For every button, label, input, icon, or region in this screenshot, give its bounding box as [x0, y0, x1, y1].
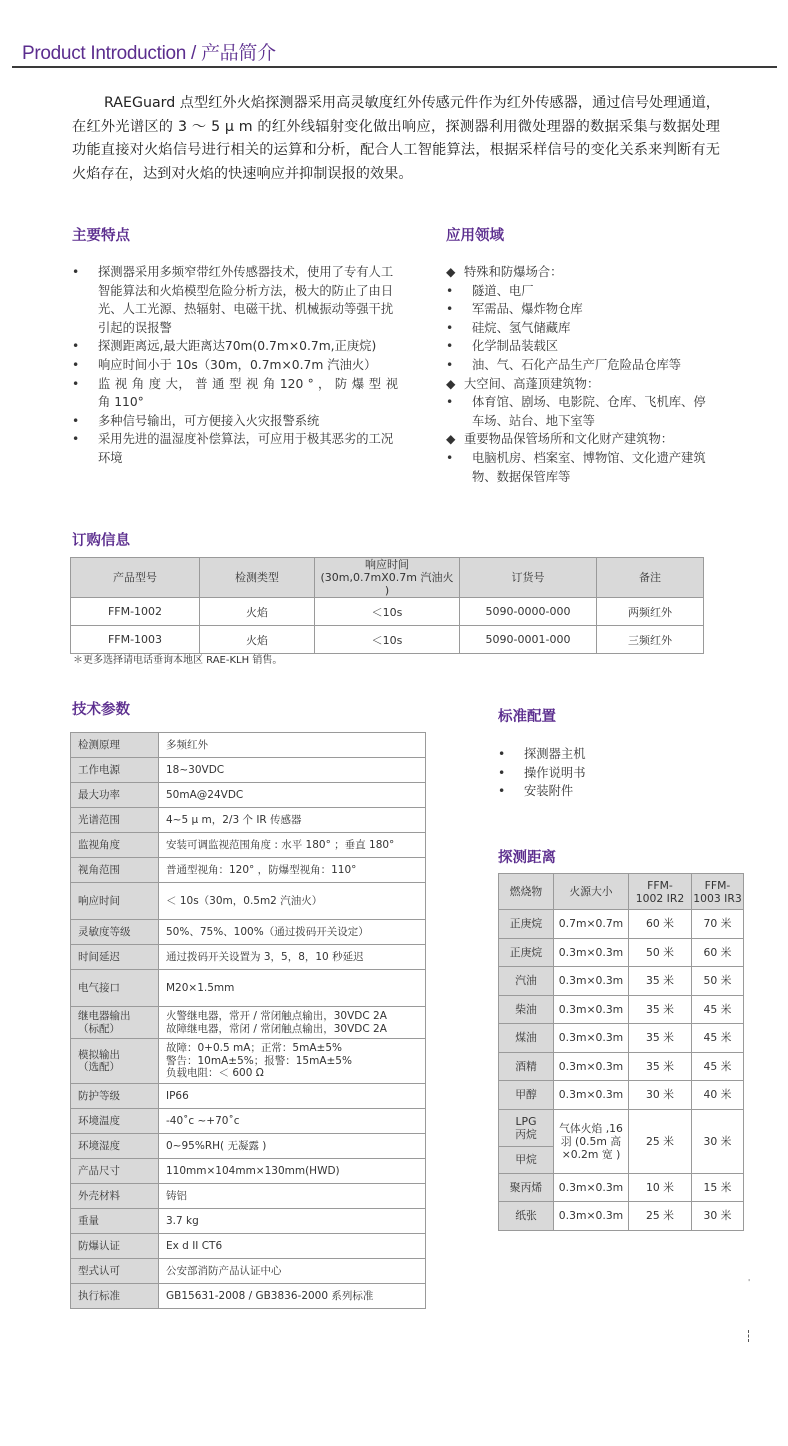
spec-value: 18~30VDC: [159, 758, 426, 783]
list-item: • 探测距离远,最大距离达70m(0.7m×0.7m,正庚烷): [72, 339, 377, 354]
table-row: [499, 1202, 744, 1231]
distance-table: [498, 873, 744, 1231]
cell: ＜10s: [315, 598, 460, 626]
spec-value: GB15631-2008 / GB3836-2000 系列标准: [159, 1284, 426, 1309]
spec-value: M20×1.5mm: [159, 970, 426, 1007]
spec-label: 灵敏度等级: [71, 920, 159, 945]
ordering-table: [70, 557, 704, 654]
cell: 汽油: [499, 967, 554, 996]
table-row: [71, 1234, 426, 1259]
cell: 酒精: [499, 1052, 554, 1081]
spec-label: 外壳材料: [71, 1184, 159, 1209]
cell: 45 米: [692, 1024, 744, 1053]
cell: 70 米: [692, 910, 744, 939]
list-item: • 油、气、石化产品生产厂危险品仓库等: [446, 357, 682, 372]
cell: 10 米: [629, 1173, 692, 1202]
spec-value: 火警继电器，常开 / 常闭触点输出，30VDC 2A 故障继电器，常闭 / 常闭触点输出，30VDC 2A: [159, 1007, 426, 1039]
cell: 25 米: [629, 1202, 692, 1231]
cell: 25 米: [629, 1109, 692, 1173]
spec-value: ＜ 10s（30m，0.5m2 汽油火）: [159, 883, 426, 920]
cell: 35 米: [629, 1024, 692, 1053]
table-row: [499, 995, 744, 1024]
spec-label: 时间延迟: [71, 945, 159, 970]
spec-label: 产品尺寸: [71, 1159, 159, 1184]
cell: 35 米: [629, 995, 692, 1024]
spec-label: 防护等级: [71, 1084, 159, 1109]
cell: 50 米: [629, 938, 692, 967]
distance-heading: 探测距离: [498, 850, 556, 866]
table-row: [71, 598, 704, 626]
table-row: [71, 1159, 426, 1184]
cell: 30 米: [629, 1081, 692, 1110]
list-item: • 电脑机房、档案室、博物馆、文化遗产建筑物、数据保管库等: [446, 450, 706, 484]
cell: 两频红外: [597, 598, 704, 626]
spec-value: 故障：0+0.5 mA；正常：5mA±5% 警告：10mA±5%；报警：15mA±5% 负载电阻：＜ 600 Ω: [159, 1039, 426, 1084]
cell: 三频红外: [597, 626, 704, 654]
cell: 0.3m×0.3m: [554, 967, 629, 996]
applications-heading: 应用领域: [446, 228, 504, 244]
cell: 60 米: [629, 910, 692, 939]
table-row: [499, 1081, 744, 1110]
col-header: 检测类型: [200, 558, 315, 598]
cell: 正庚烷: [499, 910, 554, 939]
cell: 煤油: [499, 1024, 554, 1053]
spec-value: IP66: [159, 1084, 426, 1109]
spec-value: 4~5 μ m，2/3 个 IR 传感器: [159, 808, 426, 833]
spec-label: 继电器输出 （标配）: [71, 1007, 159, 1039]
spec-value: Ex d II CT6: [159, 1234, 426, 1259]
diamond-icon: ◆: [446, 432, 456, 447]
list-item: • 体育馆、剧场、电影院、仓库、飞机库、停车场、站台、地下室等: [446, 395, 706, 428]
table-row: [499, 1052, 744, 1081]
specs-table: [70, 732, 426, 1309]
spec-label: 型式认可: [71, 1259, 159, 1284]
cell: ＜10s: [315, 626, 460, 654]
cell: 50 米: [692, 967, 744, 996]
table-row: [71, 1007, 426, 1039]
cell: 正庚烷: [499, 938, 554, 967]
list-group-head: ◆ 重要物品保管场所和文化财产建筑物：: [446, 430, 716, 449]
table-row: [71, 1184, 426, 1209]
table-row: [71, 970, 426, 1007]
intro-paragraph: RAEGuard 点型红外火焰探测器采用高灵敏度红外传感元件作为红外传感器，通过信号处理通道，在红外光谱区的 3 ～ 5 μ m 的红外线辐射变化做出响应，探测器利用微处理器的数据采集与数据处理功能直接对火焰信号进行相关的运算和分析，配合人工智能算法，根据采样信号的变化关系来判断有无火焰存在，达到对火焰的快速响应并抑制误报的效果。: [72, 95, 720, 182]
spec-label: 执行标准: [71, 1284, 159, 1309]
cell: 30 米: [692, 1109, 744, 1173]
list-item: • 硅烷、氢气储藏库: [446, 320, 571, 335]
table-row: [499, 938, 744, 967]
cell: 甲醇: [499, 1081, 554, 1110]
list-item: • 军需品、爆炸物仓库: [446, 302, 583, 317]
list-item: • 探测器采用多频窄带红外传感器技术，使用了专有人工智能算法和火焰模型危险分析方法，极大的防止了由日光、人工光源、热辐射、电磁干扰、机械振动等强干扰引起的误报警: [72, 265, 394, 335]
list-item: • 探测器主机: [498, 747, 586, 761]
col-header: FFM- 1003 IR3: [692, 874, 744, 910]
spec-value: 50%、75%、100%（通过拨码开关设定）: [159, 920, 426, 945]
table-row: [71, 1284, 426, 1309]
cell: 45 米: [692, 1052, 744, 1081]
cell: 柴油: [499, 995, 554, 1024]
cell: 甲烷: [499, 1146, 554, 1173]
table-row: [71, 1259, 426, 1284]
table-header-row: [71, 558, 704, 598]
list-item: • 响应时间小于 10s（30m，0.7m×0.7m 汽油火）: [72, 357, 377, 372]
cell: 30 米: [692, 1202, 744, 1231]
spec-value: 公安部消防产品认证中心: [159, 1259, 426, 1284]
cell: LPG 丙烷: [499, 1109, 554, 1146]
diamond-icon: ◆: [446, 376, 456, 391]
table-row: [499, 1024, 744, 1053]
list-item: • 隧道、电厂: [446, 283, 534, 298]
spec-value: 50mA@24VDC: [159, 783, 426, 808]
table-header-row: [499, 874, 744, 910]
spec-label: 监视角度: [71, 833, 159, 858]
cell: 40 米: [692, 1081, 744, 1110]
table-row: [71, 833, 426, 858]
spec-label: 模拟输出 （选配）: [71, 1039, 159, 1084]
cell: 火焰: [200, 626, 315, 654]
table-row: [71, 733, 426, 758]
decorative-mark: ': [748, 1278, 751, 1287]
cell: 0.3m×0.3m: [554, 1081, 629, 1110]
table-row: [499, 967, 744, 996]
spec-value: -40˚c ~+70˚c: [159, 1109, 426, 1134]
list-item: • 化学制品装载区: [446, 339, 559, 354]
list-item: • 监 视 角 度 大， 普 通 型 视 角 120 ° ， 防 爆 型 视 角 110°: [72, 376, 398, 410]
spec-value: 铸铝: [159, 1184, 426, 1209]
table-row: [499, 1173, 744, 1202]
table-row: [71, 758, 426, 783]
title-divider: [12, 66, 777, 68]
spec-label: 视角范围: [71, 858, 159, 883]
spec-value: 多频红外: [159, 733, 426, 758]
spec-label: 光谱范围: [71, 808, 159, 833]
col-header: FFM- 1002 IR2: [629, 874, 692, 910]
spec-value: 普通型视角：120° ，防爆型视角：110°: [159, 858, 426, 883]
list-item: • 安装附件: [498, 784, 574, 799]
cell: 5090-0001-000: [460, 626, 597, 654]
specs-heading: 技术参数: [72, 702, 130, 718]
decorative-mark: [748, 1330, 751, 1342]
applications-list: [446, 263, 716, 486]
table-row: [71, 945, 426, 970]
spec-label: 环境温度: [71, 1109, 159, 1134]
table-row: [71, 808, 426, 833]
cell: 45 米: [692, 995, 744, 1024]
cell: 0.7m×0.7m: [554, 910, 629, 939]
col-header: 火源大小: [554, 874, 629, 910]
features-heading: 主要特点: [72, 228, 130, 244]
cell: 0.3m×0.3m: [554, 1024, 629, 1053]
cell: FFM-1003: [71, 626, 200, 654]
spec-label: 检测原理: [71, 733, 159, 758]
col-header: 产品型号: [71, 558, 200, 598]
cell: 15 米: [692, 1173, 744, 1202]
page-title: Product Introduction / 产品简介: [22, 43, 276, 64]
cell: 0.3m×0.3m: [554, 995, 629, 1024]
table-row: [499, 910, 744, 939]
spec-label: 防爆认证: [71, 1234, 159, 1259]
table-row: [499, 1109, 744, 1146]
cell: 0.3m×0.3m: [554, 1052, 629, 1081]
table-row: [71, 920, 426, 945]
list-item: • 操作说明书: [498, 765, 586, 780]
spec-value: 3.7 kg: [159, 1209, 426, 1234]
standard-list: [498, 745, 698, 801]
list-group-head: ◆ 特殊和防爆场合：: [446, 263, 716, 282]
cell: 35 米: [629, 1052, 692, 1081]
table-row: [71, 783, 426, 808]
cell: 气体火焰 ,16 羽 (0.5m 高 ×0.2m 宽 ): [554, 1109, 629, 1173]
cell: 火焰: [200, 598, 315, 626]
col-header: 燃烧物: [499, 874, 554, 910]
table-row: [71, 1109, 426, 1134]
table-row: [71, 1039, 426, 1084]
spec-label: 电气接口: [71, 970, 159, 1007]
col-header: 订货号: [460, 558, 597, 598]
cell: 聚丙烯: [499, 1173, 554, 1202]
ordering-note: ＊更多选择请电话垂询本地区 RAE-KLH 销售。: [73, 655, 283, 666]
table-row: [71, 1209, 426, 1234]
list-item: • 采用先进的温湿度补偿算法，可应用于极其恶劣的工况环境: [72, 432, 394, 465]
features-list: [72, 263, 398, 468]
table-row: [71, 858, 426, 883]
spec-label: 工作电源: [71, 758, 159, 783]
list-group-head: ◆ 大空间、高蓬顶建筑物：: [446, 375, 716, 394]
ordering-heading: 订购信息: [72, 533, 130, 549]
spec-value: 0~95%RH( 无凝露 ): [159, 1134, 426, 1159]
cell: 纸张: [499, 1202, 554, 1231]
cell: 0.3m×0.3m: [554, 938, 629, 967]
cell: 0.3m×0.3m: [554, 1202, 629, 1231]
list-item: • 多种信号输出，可方便接入火灾报警系统: [72, 413, 320, 428]
cell: FFM-1002: [71, 598, 200, 626]
spec-label: 响应时间: [71, 883, 159, 920]
table-row: [71, 883, 426, 920]
spec-label: 重量: [71, 1209, 159, 1234]
spec-value: 安装可调监视范围角度 : 水平 180° ；垂直 180°: [159, 833, 426, 858]
spec-label: 环境湿度: [71, 1134, 159, 1159]
spec-value: 110mm×104mm×130mm(HWD): [159, 1159, 426, 1184]
cell: 5090-0000-000: [460, 598, 597, 626]
table-row: [71, 1134, 426, 1159]
cell: 60 米: [692, 938, 744, 967]
spec-label: 最大功率: [71, 783, 159, 808]
spec-value: 通过拨码开关设置为 3，5，8，10 秒延迟: [159, 945, 426, 970]
cell: 35 米: [629, 967, 692, 996]
table-row: [71, 1084, 426, 1109]
col-header: 备注: [597, 558, 704, 598]
cell: 0.3m×0.3m: [554, 1173, 629, 1202]
col-header: 响应时间 (30m,0.7mX0.7m 汽油火 ): [315, 558, 460, 598]
standard-heading: 标准配置: [498, 709, 556, 725]
diamond-icon: ◆: [446, 265, 456, 279]
table-row: [71, 626, 704, 654]
